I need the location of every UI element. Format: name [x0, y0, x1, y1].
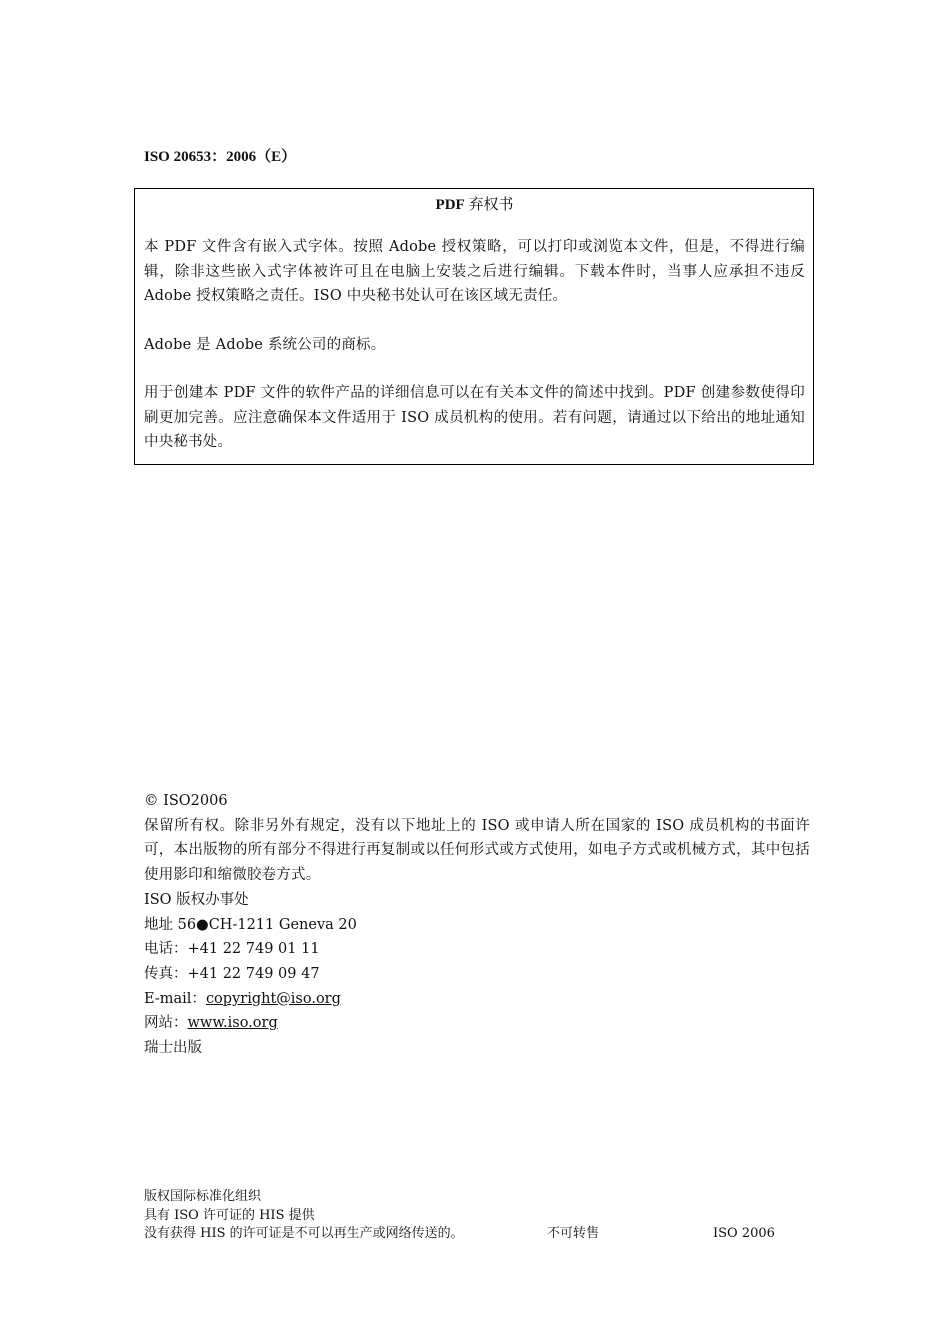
footer-iso-year: ISO 2006 — [713, 1226, 775, 1241]
disclaimer-title — [144, 195, 805, 219]
email-link[interactable]: copyright@iso.org — [205, 990, 341, 1007]
pdf-disclaimer-box — [134, 188, 814, 465]
disclaimer-title-pdf: PDF — [435, 197, 465, 213]
office-fax: 传真：+41 22 749 09 47 — [144, 965, 320, 982]
office-email — [144, 987, 810, 1012]
website-link[interactable]: www.iso.org — [187, 1015, 278, 1032]
copyright-block — [144, 789, 810, 1061]
published-in: 瑞士出版 — [144, 1040, 202, 1057]
email-label: E-mail： — [144, 990, 206, 1007]
footer-not-for-resale: 不可转售 — [547, 1226, 600, 1241]
office-address: 地址 56●CH-1211 Geneva 20 — [144, 916, 357, 933]
disclaimer-paragraph-trademark: Adobe 是 Adobe 系统公司的商标。 — [144, 336, 386, 353]
page-footer — [144, 1188, 804, 1244]
standard-id-header: ISO 20653：2006（E） — [144, 149, 297, 165]
footer-line-copyright: 版权国际标准化组织 — [144, 1189, 262, 1204]
office-website — [144, 1011, 810, 1036]
disclaimer-paragraph-software: 用于创建本 PDF 文件的软件产品的详细信息可以在有关本文件的简述中找到。PDF 创建参数使得印刷更加完善。应注意确保本文件适用于 ISO 成员机构的使用。若有问题，请通过以下给出的地址通知中央秘书处。 — [144, 385, 805, 450]
disclaimer-title-text: 弃权书 — [464, 197, 514, 213]
footer-license-text: 没有获得 HIS 的许可证是不可以再生产或网络传送的。 — [144, 1226, 464, 1241]
copyright-office: ISO 版权办事处 — [144, 891, 249, 908]
website-label: 网站： — [144, 1015, 188, 1032]
disclaimer-paragraph-fonts: 本 PDF 文件含有嵌入式字体。按照 Adobe 授权策略，可以打印或浏览本文件，但是，不得进行编辑，除非这些嵌入式字体被许可且在电脑上安装之后进行编辑。下载本件时，当事人应承担不违反 Adobe 授权策略之责任。ISO 中央秘书处认可在该区域无责任。 — [144, 239, 805, 304]
footer-line-provider: 具有 ISO 许可证的 HIS 提供 — [144, 1207, 315, 1223]
copyright-notice: © ISO2006 — [144, 793, 228, 809]
office-phone: 电话：+41 22 749 01 11 — [144, 941, 320, 958]
rights-reserved-text: 保留所有权。除非另外有规定，没有以下地址上的 ISO 或申请人所在国家的 ISO 成员机构的书面许可，本出版物的所有部分不得进行再复制或以任何形式或方式使用，如电子方式或机械方式，其中包括使用影印和缩微胶卷方式。 — [144, 817, 810, 884]
footer-line-license — [144, 1225, 804, 1244]
